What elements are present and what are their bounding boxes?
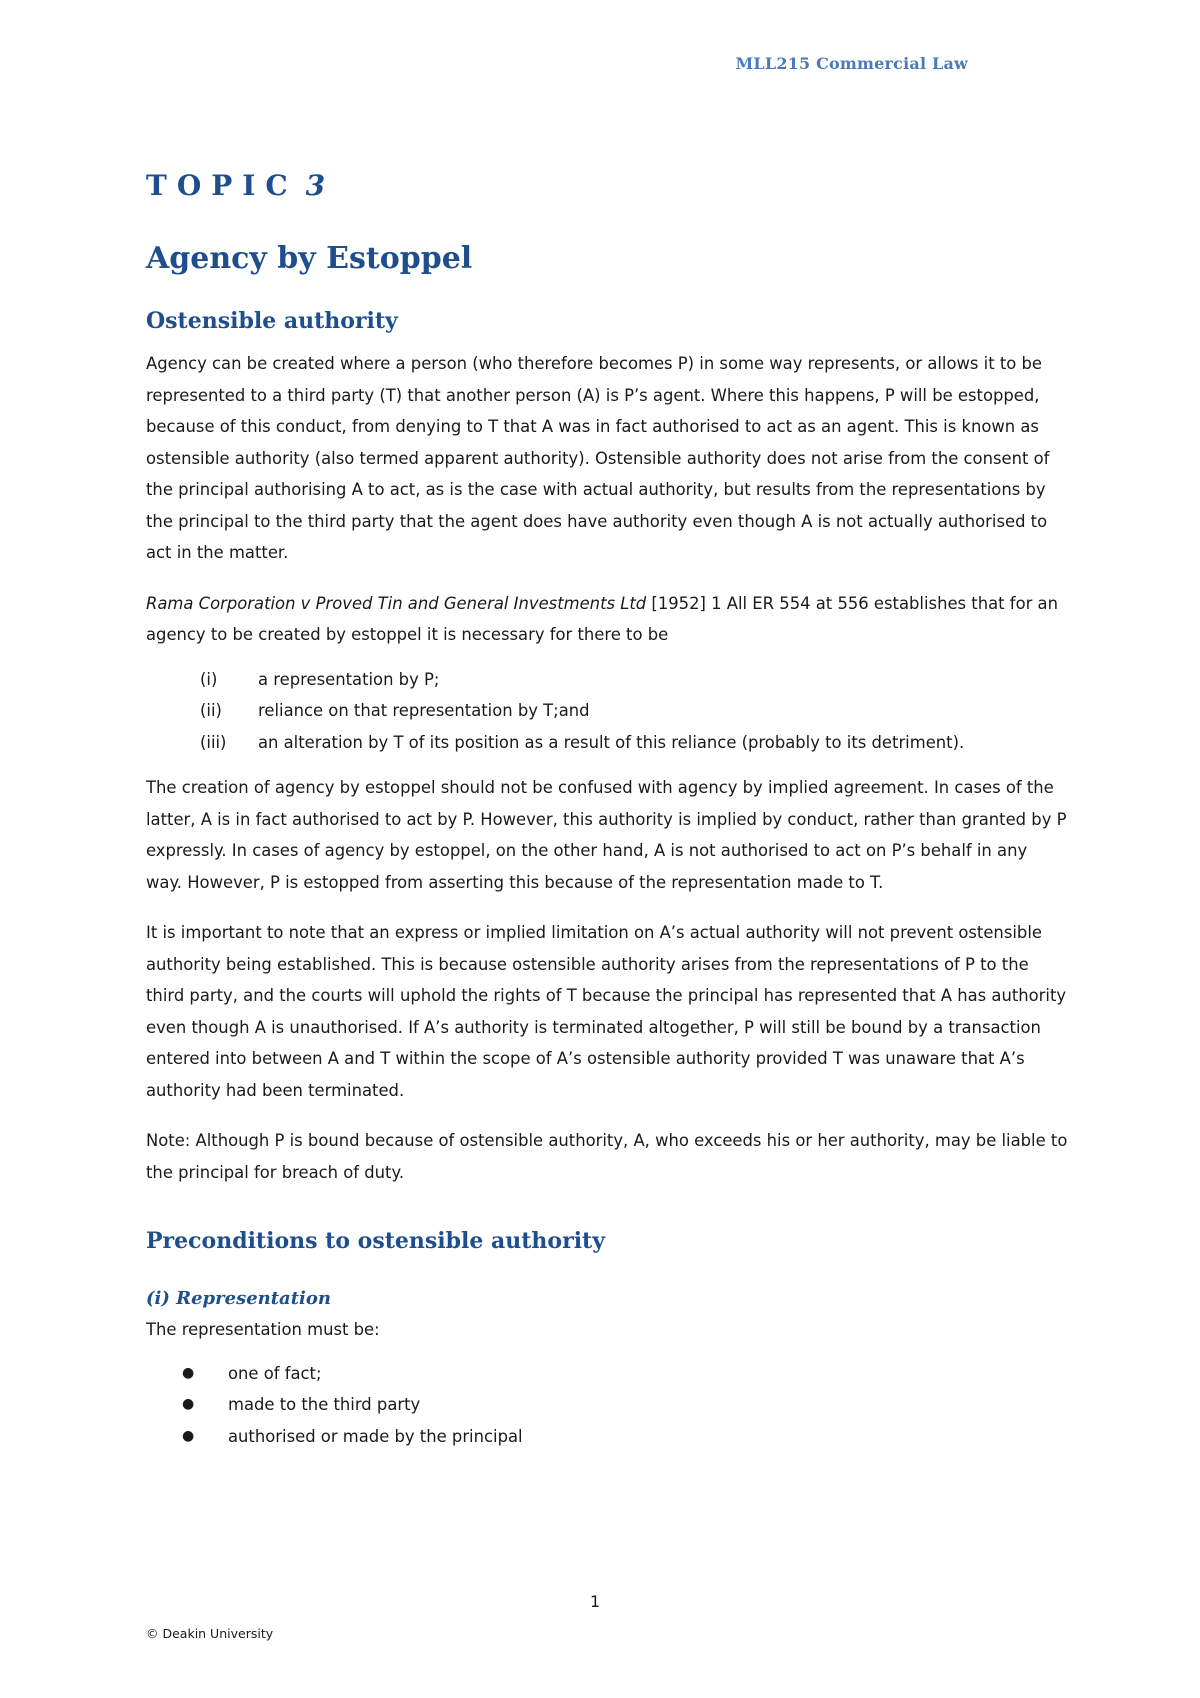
representation-bullet-list — [182, 1358, 1068, 1453]
topic-label — [146, 168, 1068, 204]
page-number: 1 — [590, 1592, 601, 1611]
page-title: Agency by Estoppel — [146, 241, 473, 276]
paragraph-representation-intro: The representation must be: — [146, 1320, 380, 1339]
list-item-text: a representation by P; — [258, 669, 440, 689]
list-item-text: authorised or made by the principal — [228, 1426, 523, 1446]
list-item-text: one of fact; — [228, 1363, 322, 1383]
case-citation-rest: [1952] 1 All ER 554 at 556 establishes that for an agency to be created by estoppel it is necessary for there to be — [146, 593, 1058, 644]
section-heading-ostensible-authority: Ostensible authority — [146, 308, 398, 334]
paragraph-note: Note: Although P is bound because of ostensible authority, A, who exceeds his or her authority, may be liable to the principal for breach of duty. — [146, 1131, 1068, 1182]
paragraph-intro: Agency can be created where a person (who therefore becomes P) in some way represents, or allows it to be represented to a third party (T) that another person (A) is P’s agent. Where this happens, P will be estopped, because of this conduct, from denying to T that A was in fact authorised to act as an agent. This is known as ostensible authority (also termed apparent authority). Ostensible authority does not arise from the consent of the principal authorising A to act, as is the case with actual authority, but results from the representations by the principal to the third party that the agent does have authority even though A is not actually authorised to act in the matter. — [146, 354, 1050, 562]
subheading-representation: (i) Representation — [146, 1288, 331, 1309]
page-content — [146, 168, 1068, 1452]
bullet-icon: ● — [182, 1364, 195, 1381]
list-item — [200, 727, 1068, 759]
list-item-text: made to the third party — [228, 1395, 421, 1414]
footer-copyright: © Deakin University — [146, 1626, 274, 1641]
topic-number: 3 — [305, 169, 336, 202]
list-item — [182, 1358, 1068, 1390]
case-citation-name: Rama Corporation v Proved Tin and General Investments Ltd — [146, 593, 647, 613]
list-item — [200, 695, 1068, 727]
list-item — [182, 1389, 1068, 1421]
bullet-icon: ● — [182, 1427, 195, 1444]
list-item — [200, 664, 1068, 696]
list-item — [182, 1421, 1068, 1453]
list-item-text: an alteration by T of its position as a result of this reliance (probably to its detriment). — [258, 732, 965, 752]
paragraph-case — [146, 588, 1068, 651]
requirements-list — [200, 664, 1068, 759]
bullet-icon: ● — [182, 1396, 195, 1412]
section-heading-preconditions: Preconditions to ostensible authority — [146, 1228, 605, 1254]
paragraph-implied-agreement: The creation of agency by estoppel should not be confused with agency by implied agreement. In cases of the latter, A is in fact authorised to act by P. However, this authority is implied by conduct, rather than granted by P expressly. In cases of agency by estoppel, on the other hand, A is not authorised to act on P’s behalf in any way. However, P is estopped from asserting this because of the representation made to T. — [146, 778, 1067, 892]
list-marker: (i) — [200, 669, 218, 689]
topic-word: TOPIC — [146, 169, 298, 202]
list-marker: (ii) — [200, 701, 222, 720]
course-header: MLL215 Commercial Law — [735, 54, 968, 73]
list-marker: (iii) — [200, 732, 227, 752]
list-item-text: reliance on that representation by T;and — [258, 701, 590, 720]
paragraph-limitation: It is important to note that an express or implied limitation on A’s actual authority will not prevent ostensible authority being established. This is because ostensible authority arises from the representations of P to the third party, and the courts will uphold the rights of T because the principal has represented that A has authority even though A is unauthorised. If A’s authority is terminated altogether, P will still be bound by a transaction entered into between A and T within the scope of A’s ostensible authority provided T was unaware that A’s authority had been terminated. — [146, 923, 1067, 1100]
